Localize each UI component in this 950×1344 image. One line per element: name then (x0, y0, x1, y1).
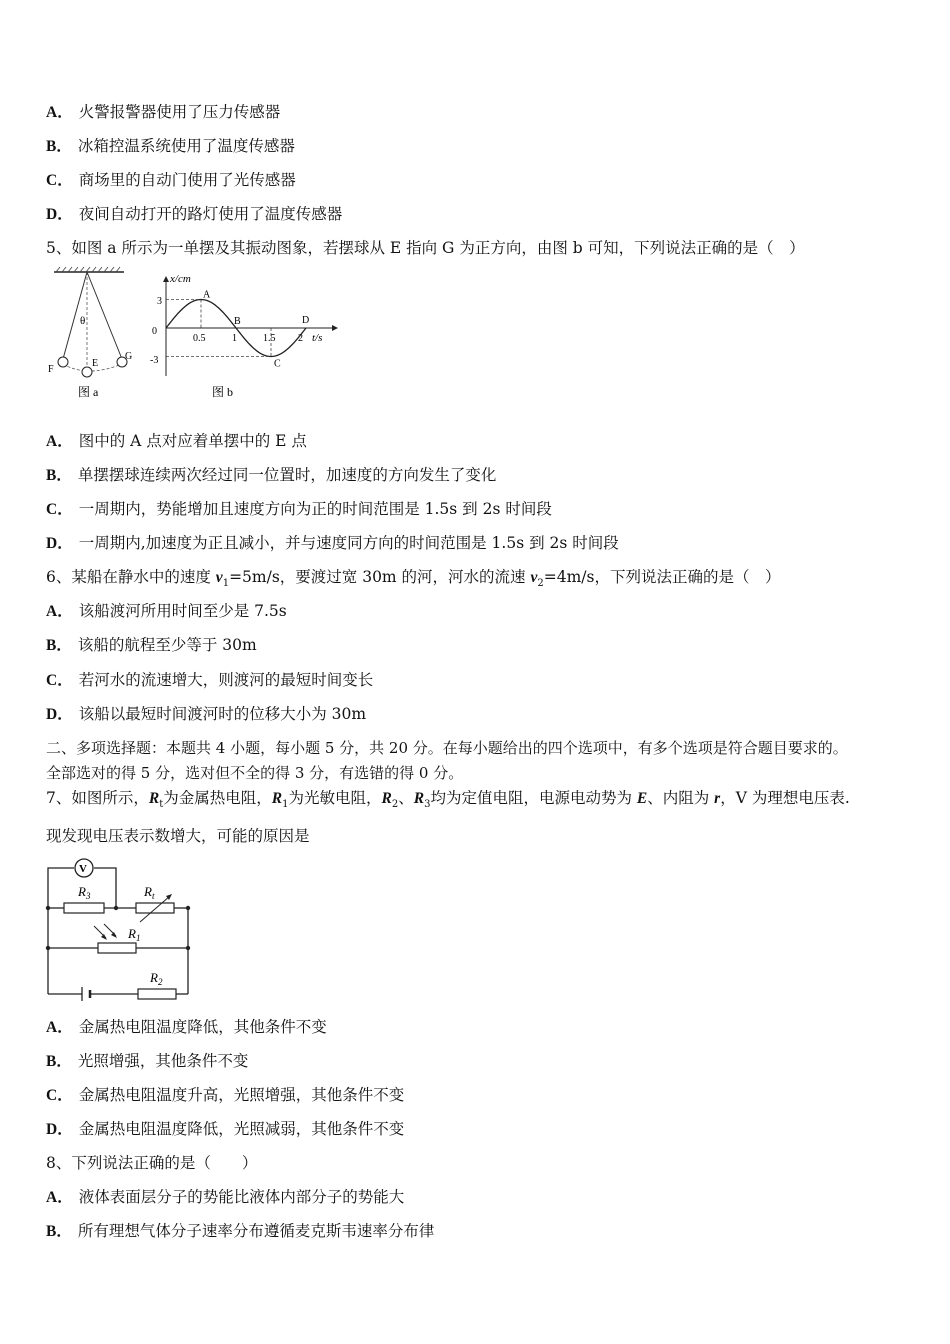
r2-label: $R_2$ (150, 970, 163, 987)
fig-a-caption: 图 a (78, 385, 99, 399)
section2-line2: 全部选对的得 5 分，选对但不全的得 3 分，有选错的得 0 分。 (46, 764, 464, 782)
q6-stem: 6、某船在静水中的速度 $v_1=5m/s$，要渡过宽 30m 的河，河水的流速 $v_2=4m/s$，下列说法正确的是（ ） (46, 568, 781, 590)
x-axis-arrow (163, 276, 169, 282)
q4-option-b: B． 冰箱控温系统使用了温度传感器 (46, 137, 295, 155)
rt-label: $R_t$ (144, 884, 155, 901)
q5-option-d: D． 一周期内,加速度为正且减小，并与速度同方向的时间范围是 1.5s 到 2s 时间段 (46, 534, 619, 552)
q7-option-a: A． 金属热电阻温度降低，其他条件不变 (46, 1018, 327, 1036)
q6-option-d: D． 该船以最短时间渡河时的位移大小为 30m (46, 705, 367, 723)
q5-option-c: C． 一周期内，势能增加且速度方向为正的时间范围是 1.5s 到 2s 时间段 (46, 500, 552, 518)
point-a-label: A (203, 289, 211, 301)
junction-4 (46, 946, 50, 950)
junction-3 (186, 906, 190, 910)
q7-option-d: D． 金属热电阻温度降低，光照减弱，其他条件不变 (46, 1120, 405, 1138)
q5-option-a: A． 图中的 A 点对应着单摆中的 E 点 (46, 432, 307, 450)
x-tick-2: 2 (298, 333, 303, 344)
r3-label: $R_3$ (78, 884, 91, 901)
resistor-r2 (138, 989, 176, 999)
q6-option-c: C． 若河水的流速增大，则渡河的最短时间变长 (46, 671, 374, 689)
junction-1 (46, 906, 50, 910)
wire-v-right (94, 868, 116, 908)
point-d-label: D (302, 315, 310, 326)
resistor-r3 (64, 903, 104, 913)
x-tick-0-5: 0.5 (193, 333, 206, 344)
light-arrow-2-head (111, 932, 117, 938)
light-arrow-1-head (101, 934, 107, 940)
q8-stem: 8、下列说法正确的是（ ） (46, 1154, 258, 1172)
q7-stem-line2: 现发现电压表示数增大，可能的原因是 (46, 827, 310, 845)
point-g-label: G (125, 351, 133, 362)
r1-label: $R_1$ (128, 926, 141, 943)
junction-2 (114, 906, 118, 910)
x-axis-label: t/s (312, 332, 323, 344)
resistor-rt (136, 903, 174, 913)
y-tick-neg3: -3 (150, 355, 159, 366)
q7-option-c: C． 金属热电阻温度升高，光照增强，其他条件不变 (46, 1086, 405, 1104)
q8-option-a: A． 液体表面层分子的势能比液体内部分子的势能大 (46, 1188, 405, 1206)
theta-label: θ (80, 315, 86, 327)
point-c-label: C (274, 358, 281, 370)
t-axis-arrow (332, 325, 338, 331)
q6-option-b: B． 该船的航程至少等于 30m (46, 636, 257, 654)
bob-f (58, 357, 68, 367)
junction-5 (186, 946, 190, 950)
q4-option-a: A． 火警报警器使用了压力传感器 (46, 103, 281, 121)
q4-option-d: D． 夜间自动打开的路灯使用了温度传感器 (46, 205, 343, 223)
fig-b-caption: 图 b (212, 385, 234, 399)
voltmeter-label: V (79, 863, 87, 875)
pendulum-figure (44, 266, 144, 406)
circuit-diagram (44, 856, 194, 1006)
q5-stem: 5、如图 a 所示为一单摆及其振动图象，若摆球从 E 指向 G 为正方向，由图 b 可知，下列说法正确的是（ ） (46, 239, 805, 257)
section2-line1: 二、多项选择题：本题共 4 小题，每小题 5 分，共 20 分。在每小题给出的四个选项中，有多个选项是符合题目要求的。 (46, 739, 848, 757)
string-right (87, 272, 122, 359)
vibration-graph (148, 266, 348, 406)
x-tick-1-5: 1.5 (263, 333, 276, 344)
q7-option-b: B． 光照增强，其他条件不变 (46, 1052, 249, 1070)
point-f-label: F (48, 364, 54, 375)
wire-v-left (48, 868, 74, 908)
origin-label: 0 (152, 326, 157, 337)
q7-stem: 7、如图所示，$R_t$为金属热电阻，$R_1$为光敏电阻，$R_2$、$R_3$均为定值电阻，电源电动势为 E、内阻为 r，V 为理想电压表. (46, 789, 850, 811)
x-tick-1: 1 (232, 333, 237, 344)
y-axis-label: x/cm (170, 273, 191, 285)
point-e-label: E (92, 358, 99, 369)
bob-e (82, 367, 92, 377)
q4-option-c: C． 商场里的自动门使用了光传感器 (46, 171, 296, 189)
point-b-label: B (234, 316, 241, 327)
y-tick-3: 3 (157, 296, 162, 307)
q6-option-a: A． 该船渡河所用时间至少是 7.5s (46, 602, 287, 620)
resistor-r1 (98, 943, 136, 953)
q8-option-b: B． 所有理想气体分子速率分布遵循麦克斯韦速率分布律 (46, 1222, 435, 1240)
q5-option-b: B． 单摆摆球连续两次经过同一位置时，加速度的方向发生了变化 (46, 466, 497, 484)
